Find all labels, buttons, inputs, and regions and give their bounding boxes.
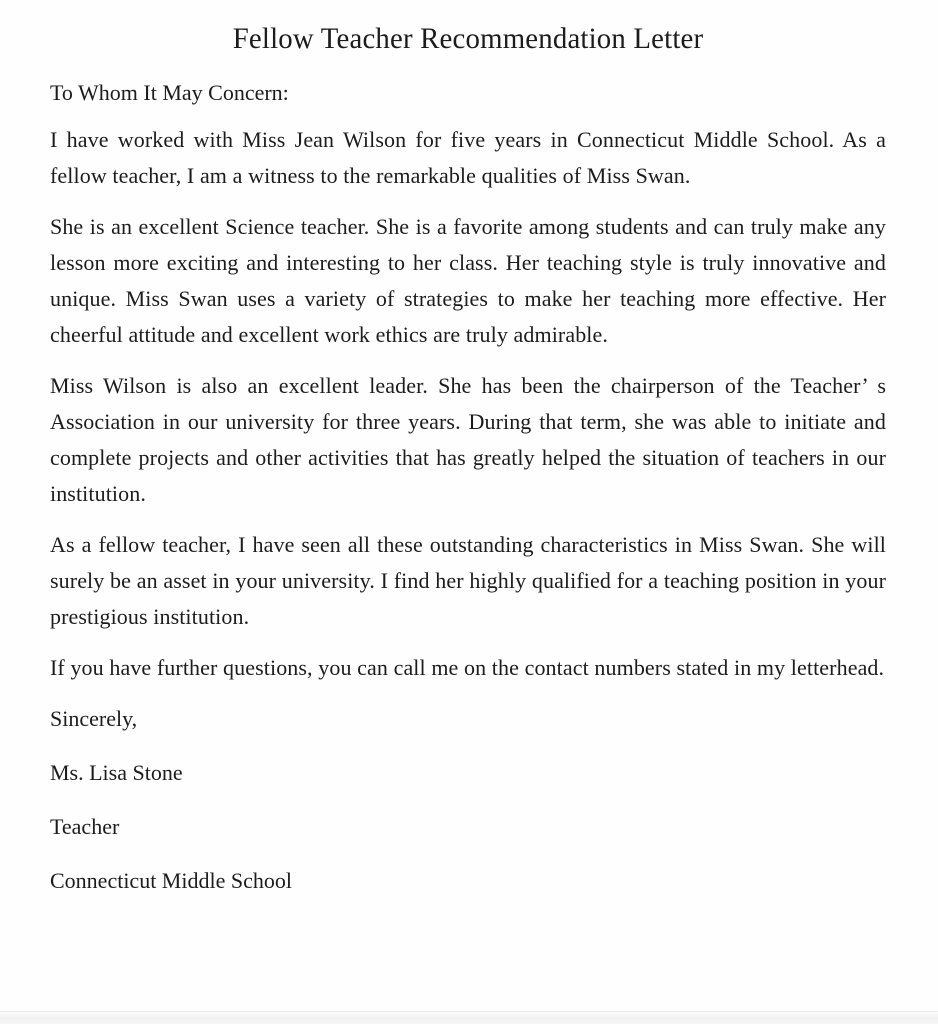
letter-title: Fellow Teacher Recommendation Letter xyxy=(232,22,704,55)
letter-paragraph-2: She is an excellent Science teacher. She is a favorite among students and can truly make any lesson more exciting and interesting to her class. Her teaching style is truly innovative and unique. Miss Swan uses a variety of strategies to make her teaching more effective. Her cheerful attitude and excellent work ethics are truly admirable. xyxy=(50,214,886,347)
letter-salutation: To Whom It May Concern: xyxy=(50,80,289,105)
signature-role: Teacher xyxy=(50,814,120,839)
signature-organization: Connecticut Middle School xyxy=(50,868,292,893)
letter-paragraph-5: If you have further questions, you can call me on the contact numbers stated in my letterhead. xyxy=(50,655,885,680)
scan-artifact-band xyxy=(0,1011,938,1024)
letter-closing: Sincerely, xyxy=(50,706,138,731)
letter-paragraph-4: As a fellow teacher, I have seen all these outstanding characteristics in Miss Swan. She will surely be an asset in your university. I find her highly qualified for a teaching position in your prestigious institution. xyxy=(50,532,886,629)
letter-paragraph-3: Miss Wilson is also an excellent leader. She has been the chairperson of the Teacher’ s Association in our university for three years. During that term, she was able to initiate and complete projects and other activities that has greatly helped the situation of teachers in our institution. xyxy=(50,373,886,506)
signature-name: Ms. Lisa Stone xyxy=(50,760,183,785)
letter-paragraph-1: I have worked with Miss Jean Wilson for five years in Connecticut Middle School. As a fellow teacher, I am a witness to the remarkable qualities of Miss Swan. xyxy=(50,127,886,188)
